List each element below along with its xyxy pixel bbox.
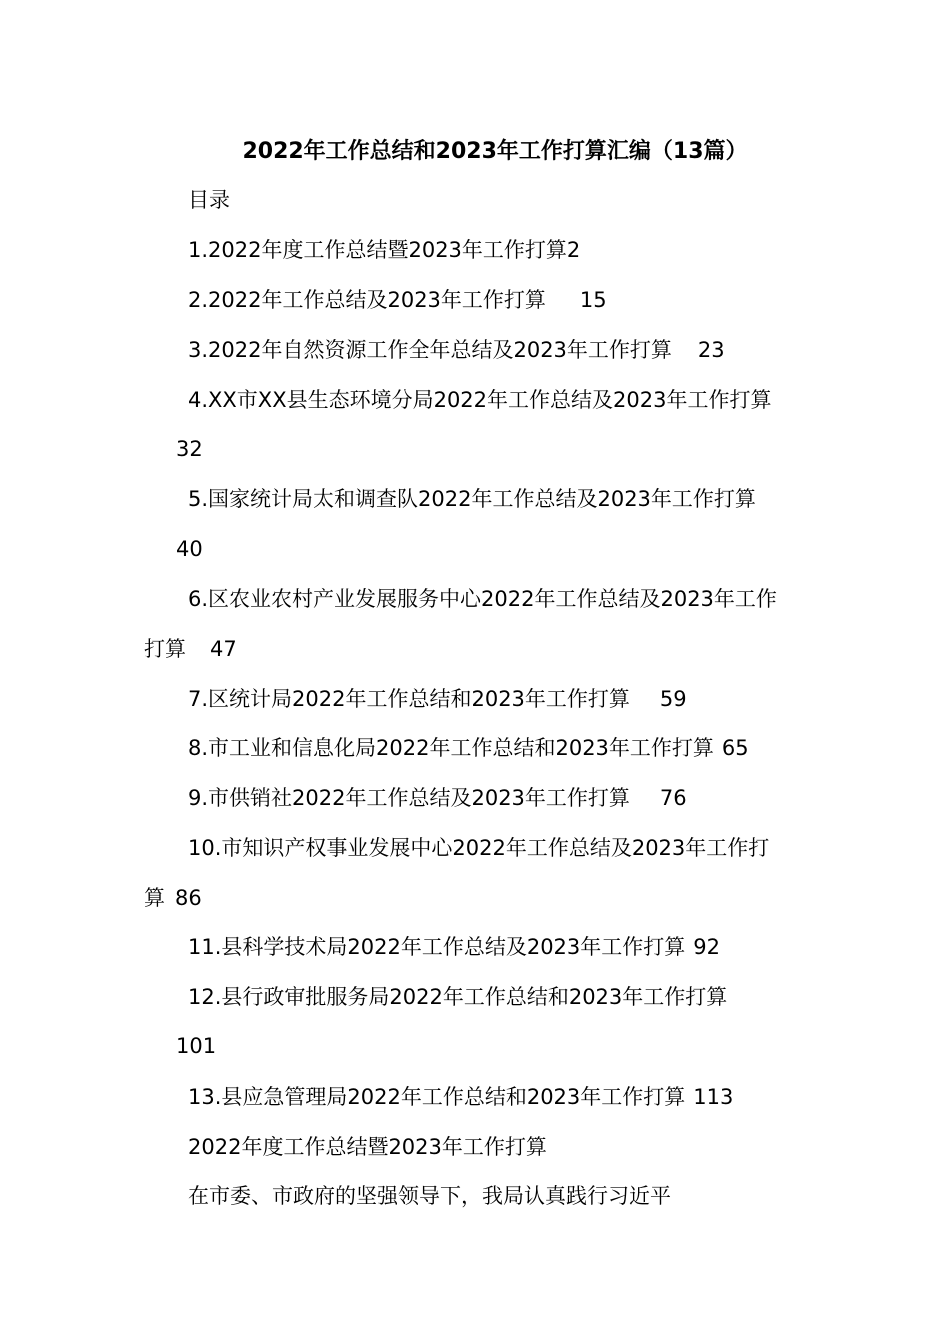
toc-item-page: 76 xyxy=(659,786,687,810)
toc-item-10[interactable] xyxy=(188,833,769,863)
toc-item-13[interactable] xyxy=(188,1082,733,1112)
toc-item-page: 23 xyxy=(697,338,725,362)
toc-item-12[interactable] xyxy=(188,982,727,1012)
toc-item-page: 2 xyxy=(566,238,581,262)
toc-item-6-cont xyxy=(144,634,237,664)
section-heading: 2022年度工作总结暨2023年工作打算 xyxy=(188,1135,547,1159)
body-paragraph: 在市委、市政府的坚强领导下，我局认真践行习近平 xyxy=(188,1184,671,1208)
toc-item-page: 113 xyxy=(693,1085,734,1109)
toc-item-text: 6.区农业农村产业发展服务中心2022年工作总结及2023年工作 xyxy=(188,587,777,611)
toc-item-9[interactable] xyxy=(188,783,687,813)
toc-item-text: 10.市知识产权事业发展中心2022年工作总结及2023年工作打 xyxy=(188,836,770,860)
toc-item-text: 8.市工业和信息化局2022年工作总结和2023年工作打算 xyxy=(188,736,714,760)
toc-item-11[interactable] xyxy=(188,932,720,962)
toc-item-5[interactable] xyxy=(188,484,756,514)
toc-item-6[interactable] xyxy=(188,584,777,614)
toc-item-5-page: 40 xyxy=(176,537,203,561)
toc-item-page: 86 xyxy=(175,886,202,910)
toc-item-text: 4.XX市XX县生态环境分局2022年工作总结及2023年工作打算 xyxy=(188,388,772,412)
toc-item-text: 5.国家统计局太和调查队2022年工作总结及2023年工作打算 xyxy=(188,487,756,511)
toc-item-4[interactable] xyxy=(188,385,771,415)
toc-item-page: 47 xyxy=(210,637,237,661)
toc-item-text: 3.2022年自然资源工作全年总结及2023年工作打算 xyxy=(188,338,672,362)
toc-item-page: 15 xyxy=(579,288,607,312)
toc-item-page: 65 xyxy=(721,736,749,760)
toc-item-2[interactable] xyxy=(188,285,607,315)
toc-item-text: 算 xyxy=(144,886,165,910)
toc-item-text: 9.市供销社2022年工作总结及2023年工作打算 xyxy=(188,786,630,810)
toc-item-text: 13.县应急管理局2022年工作总结和2023年工作打算 xyxy=(188,1085,686,1109)
toc-item-4-page: 32 xyxy=(176,437,203,461)
toc-item-text: 11.县科学技术局2022年工作总结及2023年工作打算 xyxy=(188,935,686,959)
toc-item-10-cont xyxy=(144,883,202,913)
toc-item-text: 12.县行政审批服务局2022年工作总结和2023年工作打算 xyxy=(188,985,728,1009)
toc-item-text: 2.2022年工作总结及2023年工作打算 xyxy=(188,288,546,312)
toc-item-7[interactable] xyxy=(188,684,687,714)
toc-item-8[interactable] xyxy=(188,733,749,763)
toc-item-12-page: 101 xyxy=(176,1034,217,1058)
toc-item-text: 1.2022年度工作总结暨2023年工作打算 xyxy=(188,238,567,262)
toc-item-1[interactable] xyxy=(188,235,580,265)
toc-item-page: 92 xyxy=(693,935,721,959)
toc-item-3[interactable] xyxy=(188,335,725,365)
toc-item-text: 打算 xyxy=(144,637,186,661)
toc-heading: 目录 xyxy=(188,188,230,212)
document-title: 2022年工作总结和2023年工作打算汇编（13篇） xyxy=(242,139,748,164)
toc-item-text: 7.区统计局2022年工作总结和2023年工作打算 xyxy=(188,687,630,711)
toc-item-page: 59 xyxy=(659,687,687,711)
